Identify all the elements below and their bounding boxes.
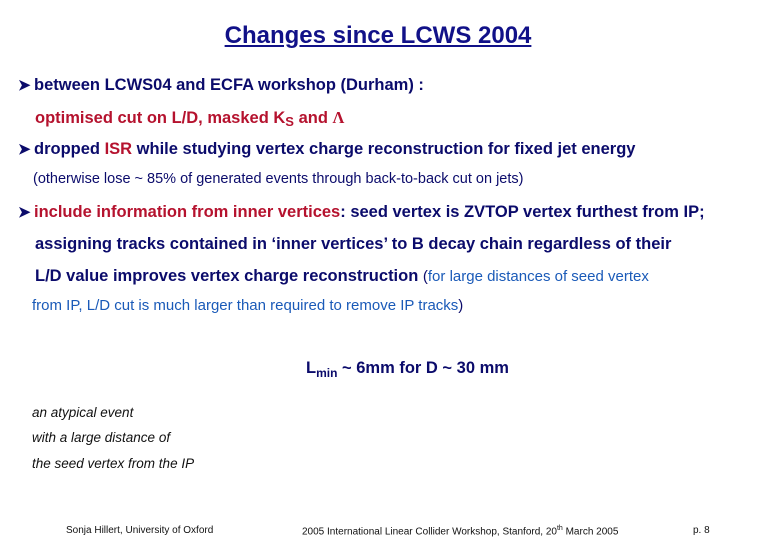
bullet-3-post: : seed vertex is ZVTOP vertex furthest from IP; xyxy=(340,203,705,221)
bullet-3-line-3-bold: L/D value improves vertex charge reconstruction xyxy=(35,267,423,285)
lmin-subscript: min xyxy=(316,366,338,380)
bullet-3 xyxy=(18,203,705,222)
lmin-rest: ~ 6mm for D ~ 30 mm xyxy=(337,359,509,377)
lambda-symbol: Λ xyxy=(332,108,345,127)
bullet-1 xyxy=(18,76,424,95)
bullet-2-pre: dropped xyxy=(34,140,105,158)
bullet-3-paren-open: ( xyxy=(422,268,428,285)
footer-page: p. 8 xyxy=(693,525,710,536)
bullet-1-sub-pre: optimised cut on L/D, masked K xyxy=(35,109,286,127)
bullet-3-red: include information from inner vertices xyxy=(34,203,341,221)
footer-author: Sonja Hillert, University of Oxford xyxy=(66,525,214,536)
bullet-3-line-3-blue: for large distances of seed vertex xyxy=(427,268,649,285)
event-note-line-2: with a large distance of xyxy=(32,430,171,445)
event-note-line-1: an atypical event xyxy=(32,405,134,420)
slide-title: Changes since LCWS 2004 xyxy=(224,22,532,49)
event-note-line-3: the seed vertex from the IP xyxy=(32,456,195,471)
footer-event-text: 2005 International Linear Collider Workshop, Stanford, 20 xyxy=(302,526,557,538)
bullet-3-line-2: assigning tracks contained in ‘inner vertices’ to B decay chain regardless of their xyxy=(35,235,672,253)
ks-subscript: S xyxy=(285,114,294,129)
footer-event-date: March 2005 xyxy=(562,526,619,538)
bullet-3-paren-close: ) xyxy=(458,297,464,314)
bullet-1-text: between LCWS04 and ECFA workshop (Durham) : xyxy=(34,76,424,94)
arrow-bullet-icon: ➤ xyxy=(18,141,31,158)
lmin-L: L xyxy=(306,359,317,377)
arrow-bullet-icon: ➤ xyxy=(18,77,31,94)
bullet-1-sub-and: and xyxy=(298,109,328,127)
bullet-3-line-3 xyxy=(35,267,649,286)
bullet-2-note: (otherwise lose ~ 85% of generated events through back-to-back cut on jets) xyxy=(33,171,524,187)
bullet-1-subline xyxy=(35,108,344,129)
bullet-2-post: while studying vertex charge reconstruction for fixed jet energy xyxy=(132,140,636,158)
bullet-2 xyxy=(18,140,635,159)
lmin-statement xyxy=(306,359,509,380)
arrow-bullet-icon: ➤ xyxy=(18,204,31,221)
footer-event-sup: th xyxy=(556,525,563,532)
bullet-2-isr: ISR xyxy=(104,140,133,158)
bullet-3-line-4-blue: from IP, L/D cut is much larger than required to remove IP tracks xyxy=(32,297,459,314)
bullet-3-line-4 xyxy=(32,297,463,314)
footer-event xyxy=(302,525,618,537)
